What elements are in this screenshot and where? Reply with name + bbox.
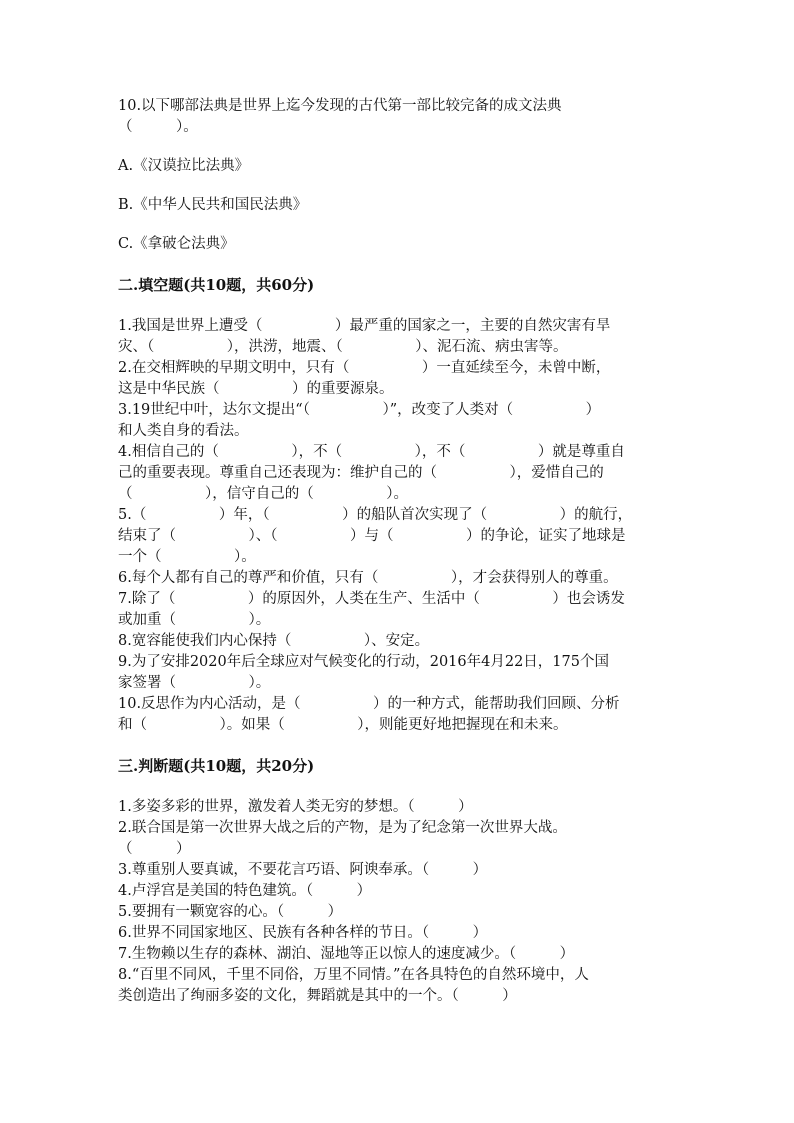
text-line: 3.19世纪中叶，达尔文提出“（ ）”，改变了人类对（ ） (118, 402, 601, 418)
section-true-false (118, 756, 678, 1007)
option-a: A.《汉谟拉比法典》 (118, 158, 250, 174)
text-line: 和人类自身的看法。 (118, 423, 249, 439)
text-line: 1.多姿多彩的世界，激发着人类无穷的梦想。（ ） (118, 799, 473, 815)
text-line: 4.相信自己的（ ），不（ ），不（ ）就是尊重自 (118, 444, 625, 460)
text-line: 结束了（ ）、（ ）与（ ）的争论，证实了地球是 (118, 528, 626, 544)
section-fill-in-blank (118, 275, 678, 736)
text-line: 8.“百里不同风，千里不同俗，万里不同情。”在各具特色的自然环境中，人 (118, 967, 589, 983)
text-line: 这是中华民族（ ）的重要源泉。 (118, 381, 394, 397)
text-line: 8.宽容能使我们内心保持（ ）、安定。 (118, 633, 430, 649)
text-line: 4.卢浮宫是美国的特色建筑。（ ） (118, 883, 372, 899)
text-line: 5.要拥有一颗宽容的心。（ ） (118, 904, 343, 920)
question-stem-line-2: （ ）。 (118, 119, 198, 135)
text-line: 灾、（ ），洪涝，地震、（ ）、泥石流、病虫害等。 (118, 339, 568, 355)
exam-page (118, 96, 678, 1007)
text-line: 家签署（ ）。 (118, 675, 271, 691)
text-line: 3.尊重别人要真诚，不要花言巧语、阿谀奉承。（ ） (118, 862, 488, 878)
text-line: 类创造出了绚丽多姿的文化，舞蹈就是其中的一个。（ ） (118, 988, 517, 1004)
text-line: 一个（ ）。 (118, 549, 256, 565)
option-b: B.《中华人民共和国民法典》 (118, 197, 308, 213)
text-line: 和（ ）。如果（ ），则能更好地把握现在和未来。 (118, 717, 568, 733)
text-line: 或加重（ ）。 (118, 612, 271, 628)
text-line: （ ），信守自己的（ ）。 (118, 486, 408, 502)
text-line: 1.我国是世界上遭受（ ）最严重的国家之一，主要的自然灾害有旱 (118, 318, 611, 334)
text-line: （ ） (118, 841, 191, 857)
text-line: 7.生物赖以生存的森林、湖泊、湿地等正以惊人的速度减少。（ ） (118, 946, 575, 962)
section-heading: 三.判断题(共10题，共20分) (118, 757, 315, 775)
question-10-choice (118, 96, 678, 255)
text-line: 7.除了（ ）的原因外，人类在生产、生活中（ ）也会诱发 (118, 591, 625, 607)
text-line: 5.（ ）年，（ ）的船队首次实现了（ ）的航行， (118, 507, 633, 523)
option-c: C.《拿破仑法典》 (118, 236, 235, 252)
text-line: 2.联合国是第一次世界大战之后的产物，是为了纪念第一次世界大战。 (118, 820, 567, 836)
text-line: 己的重要表现。尊重自己还表现为：维护自己的（ ），爱惜自己的 (118, 465, 604, 481)
section-heading: 二.填空题(共10题，共60分) (118, 276, 315, 294)
text-line: 10.反思作为内心活动，是（ ）的一种方式，能帮助我们回顾、分析 (118, 696, 620, 712)
text-line: 9.为了安排2020年后全球应对气候变化的行动，2016年4月22日，175个国 (118, 654, 609, 670)
text-line: 6.每个人都有自己的尊严和价值，只有（ ），才会获得别人的尊重。 (118, 570, 618, 586)
question-stem-line-1: 10.以下哪部法典是世界上迄今发现的古代第一部比较完备的成文法典 (118, 98, 562, 114)
text-line: 6.世界不同国家地区、民族有各种各样的节日。（ ） (118, 925, 488, 941)
text-line: 2.在交相辉映的早期文明中，只有（ ）一直延续至今，未曾中断， (118, 360, 611, 376)
